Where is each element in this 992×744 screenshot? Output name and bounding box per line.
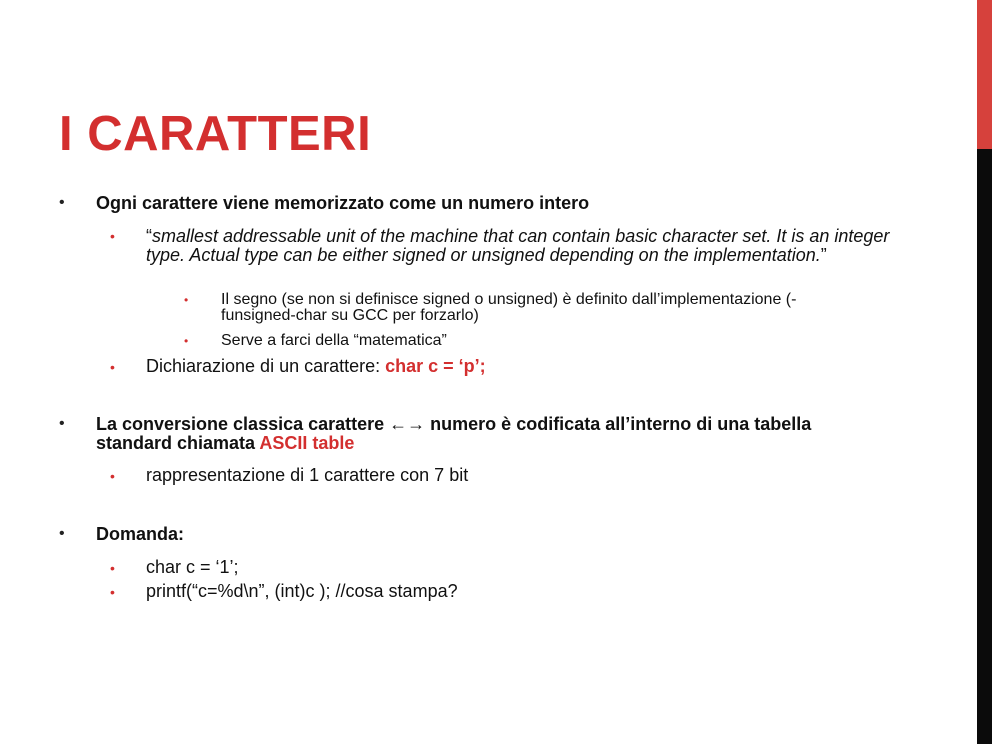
- bullet: •: [110, 228, 115, 244]
- bullet: •: [110, 584, 115, 600]
- slide-title: I CARATTERI: [59, 107, 372, 161]
- quote-open: “: [146, 226, 152, 246]
- edge-accent-bar-red: [977, 0, 992, 149]
- declaration-line: [146, 357, 926, 376]
- sub-item-sign: Il segno (se non si definisce signed o unsigned) è definito dall’implementazione (-funsigned-char su GCC per forzarlo): [221, 291, 797, 324]
- bullet: •: [59, 525, 65, 542]
- ascii-item: rappresentazione di 1 carattere con 7 bit: [146, 465, 469, 485]
- section-2-heading: [96, 415, 866, 453]
- bullet: •: [184, 334, 189, 348]
- code-line-2: printf(“c=%d\n”, (int)c ); //cosa stampa?: [146, 581, 458, 601]
- sub-item-math: Serve a farci della “matematica”: [221, 332, 447, 349]
- quote-text: smallest addressable unit of the machine that can contain basic character set. It is an integer type. Actual type can be either signed or unsigned depending on the implementation.: [146, 226, 890, 265]
- edge-accent-bar-black: [977, 149, 992, 744]
- section-2-heading-text: La conversione classica carattere ←→ numero è codificata all’interno di una tabella standard chiamata: [96, 414, 812, 453]
- declaration-prefix: Dichiarazione di un carattere:: [146, 356, 386, 376]
- bullet: •: [59, 415, 65, 432]
- bullet: •: [110, 359, 115, 375]
- quote-paragraph: [146, 227, 926, 265]
- bullet: •: [110, 560, 115, 576]
- bullet: •: [59, 194, 65, 211]
- quote-close: ”: [820, 245, 827, 265]
- bullet: •: [110, 468, 115, 484]
- bullet: •: [184, 293, 189, 307]
- code-line-1: char c = ‘1’;: [146, 557, 239, 577]
- declaration-code: char c = ‘p’;: [385, 356, 486, 376]
- section-1-heading: Ogni carattere viene memorizzato come un numero intero: [96, 193, 590, 213]
- section-3-heading: Domanda:: [96, 524, 185, 544]
- ascii-table-highlight: ASCII table: [259, 433, 355, 453]
